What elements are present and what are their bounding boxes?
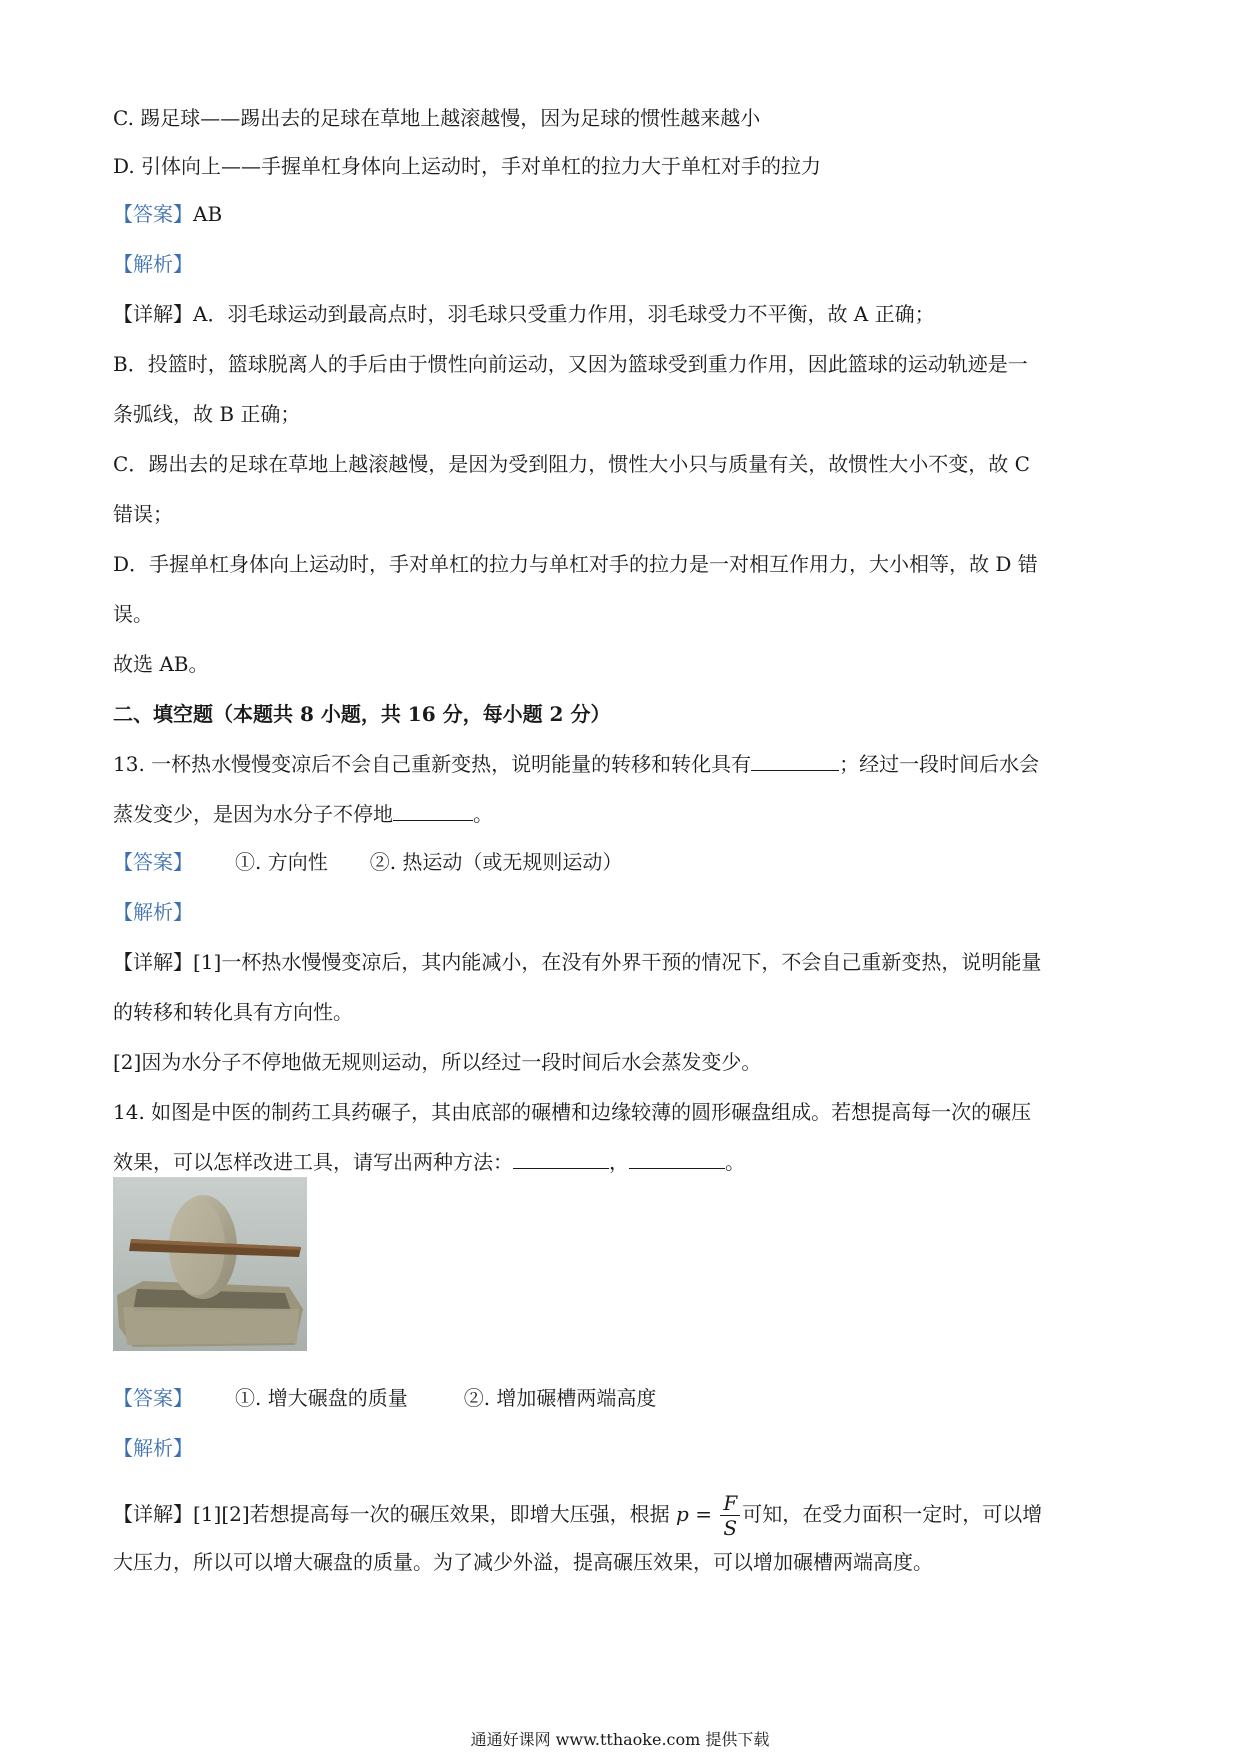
answer-text: AB <box>193 202 223 226</box>
question-text: 效果，可以怎样改进工具，请写出两种方法： <box>113 1150 513 1174</box>
pressure-formula <box>676 1491 742 1540</box>
formula-fraction <box>720 1491 740 1540</box>
detail-13-2: 的转移和转化具有方向性。 <box>113 1000 353 1024</box>
answer-blank <box>629 1150 725 1169</box>
formula-denominator: S <box>723 1516 738 1540</box>
answer-blank <box>513 1150 609 1169</box>
footer-watermark: 通通好课网 www.tthaoke.com 提供下载 <box>470 1730 770 1749</box>
detail-12-a <box>113 300 935 328</box>
detail-14-1 <box>113 1484 1042 1544</box>
answer-blank <box>393 802 473 821</box>
analysis-tag: 【解析】 <box>113 1436 193 1460</box>
detail-13-1 <box>113 948 1041 976</box>
answer-item-2: ②. 增加碾槽两端高度 <box>463 1386 657 1410</box>
question-text: 。 <box>473 802 493 826</box>
answer-item-2: ②. 热运动（或无规则运动） <box>369 850 623 874</box>
answer-13 <box>113 848 622 876</box>
detail-12-c2: 错误； <box>113 502 173 526</box>
detail-tag: 【详解】 <box>113 950 193 974</box>
formula-equals: = <box>688 1502 719 1526</box>
detail-13-3: [2]因为水分子不停地做无规则运动，所以经过一段时间后水会蒸发变少。 <box>113 1050 762 1074</box>
formula-numerator: F <box>720 1491 740 1516</box>
medicine-grinder-photo <box>113 1177 307 1351</box>
answer-tag: 【答案】 <box>113 1386 193 1410</box>
analysis-14 <box>113 1434 193 1462</box>
analysis-tag: 【解析】 <box>113 252 193 276</box>
option-d: D. 引体向上——手握单杠身体向上运动时，手对单杠的拉力大于单杠对手的拉力 <box>113 154 822 178</box>
answer-item-1: ①. 方向性 <box>235 850 328 874</box>
analysis-12 <box>113 250 193 278</box>
detail-text: A．羽毛球运动到最高点时，羽毛球只受重力作用，羽毛球受力不平衡，故 A 正确； <box>193 302 935 326</box>
answer-blank <box>751 752 839 771</box>
detail-text: 可知，在受力面积一定时，可以增 <box>742 1502 1043 1526</box>
question-text: ， <box>609 1150 629 1174</box>
question-text: 13. 一杯热水慢慢变凉后不会自己重新变热，说明能量的转移和转化具有 <box>113 752 752 776</box>
question-text: ；经过一段时间后水会 <box>839 752 1040 776</box>
answer-14 <box>113 1384 656 1412</box>
analysis-tag: 【解析】 <box>113 900 193 924</box>
detail-tag: 【详解】 <box>113 302 193 326</box>
question-13-line2 <box>113 800 493 828</box>
section-heading: 二、填空题（本题共 8 小题，共 16 分，每小题 2 分） <box>113 702 611 726</box>
detail-12-d2: 误。 <box>113 602 153 626</box>
answer-item-1: ①. 增大碾盘的质量 <box>235 1386 408 1410</box>
detail-tag: 【详解】 <box>113 1502 193 1526</box>
formula-p: p <box>676 1502 689 1526</box>
answer-12 <box>113 200 222 228</box>
option-c: C. 踢足球——踢出去的足球在草地上越滚越慢，因为足球的惯性越来越小 <box>113 106 761 130</box>
detail-text: [1][2]若想提高每一次的碾压效果，即增大压强，根据 <box>193 1502 670 1526</box>
conclusion-12: 故选 AB。 <box>113 652 209 676</box>
detail-12-d1: D．手握单杠身体向上运动时，手对单杠的拉力与单杠对手的拉力是一对相互作用力，大小相等，故 D 错 <box>113 552 1038 576</box>
detail-12-b2: 条弧线，故 B 正确； <box>113 402 301 426</box>
question-14-line1: 14. 如图是中医的制药工具药碾子，其由底部的碾槽和边缘较薄的圆形碾盘组成。若想提高每一次的碾压 <box>113 1100 1032 1124</box>
answer-tag: 【答案】 <box>113 202 193 226</box>
detail-14-2: 大压力，所以可以增大碾盘的质量。为了减少外溢，提高碾压效果，可以增加碾槽两端高度。 <box>113 1550 933 1574</box>
detail-12-b1: B．投篮时，篮球脱离人的手后由于惯性向前运动，又因为篮球受到重力作用，因此篮球的运动轨迹是一 <box>113 352 1028 376</box>
question-13-line1 <box>113 750 1039 778</box>
question-14-line2 <box>113 1148 745 1176</box>
detail-text: [1]一杯热水慢慢变凉后，其内能减小，在没有外界干预的情况下，不会自己重新变热，说明能量 <box>193 950 1042 974</box>
analysis-13 <box>113 898 193 926</box>
question-text: 蒸发变少，是因为水分子不停地 <box>113 802 393 826</box>
answer-tag: 【答案】 <box>113 850 193 874</box>
question-text: 。 <box>725 1150 745 1174</box>
detail-12-c1: C．踢出去的足球在草地上越滚越慢，是因为受到阻力，惯性大小只与质量有关，故惯性大小不变，故 C <box>113 452 1030 476</box>
